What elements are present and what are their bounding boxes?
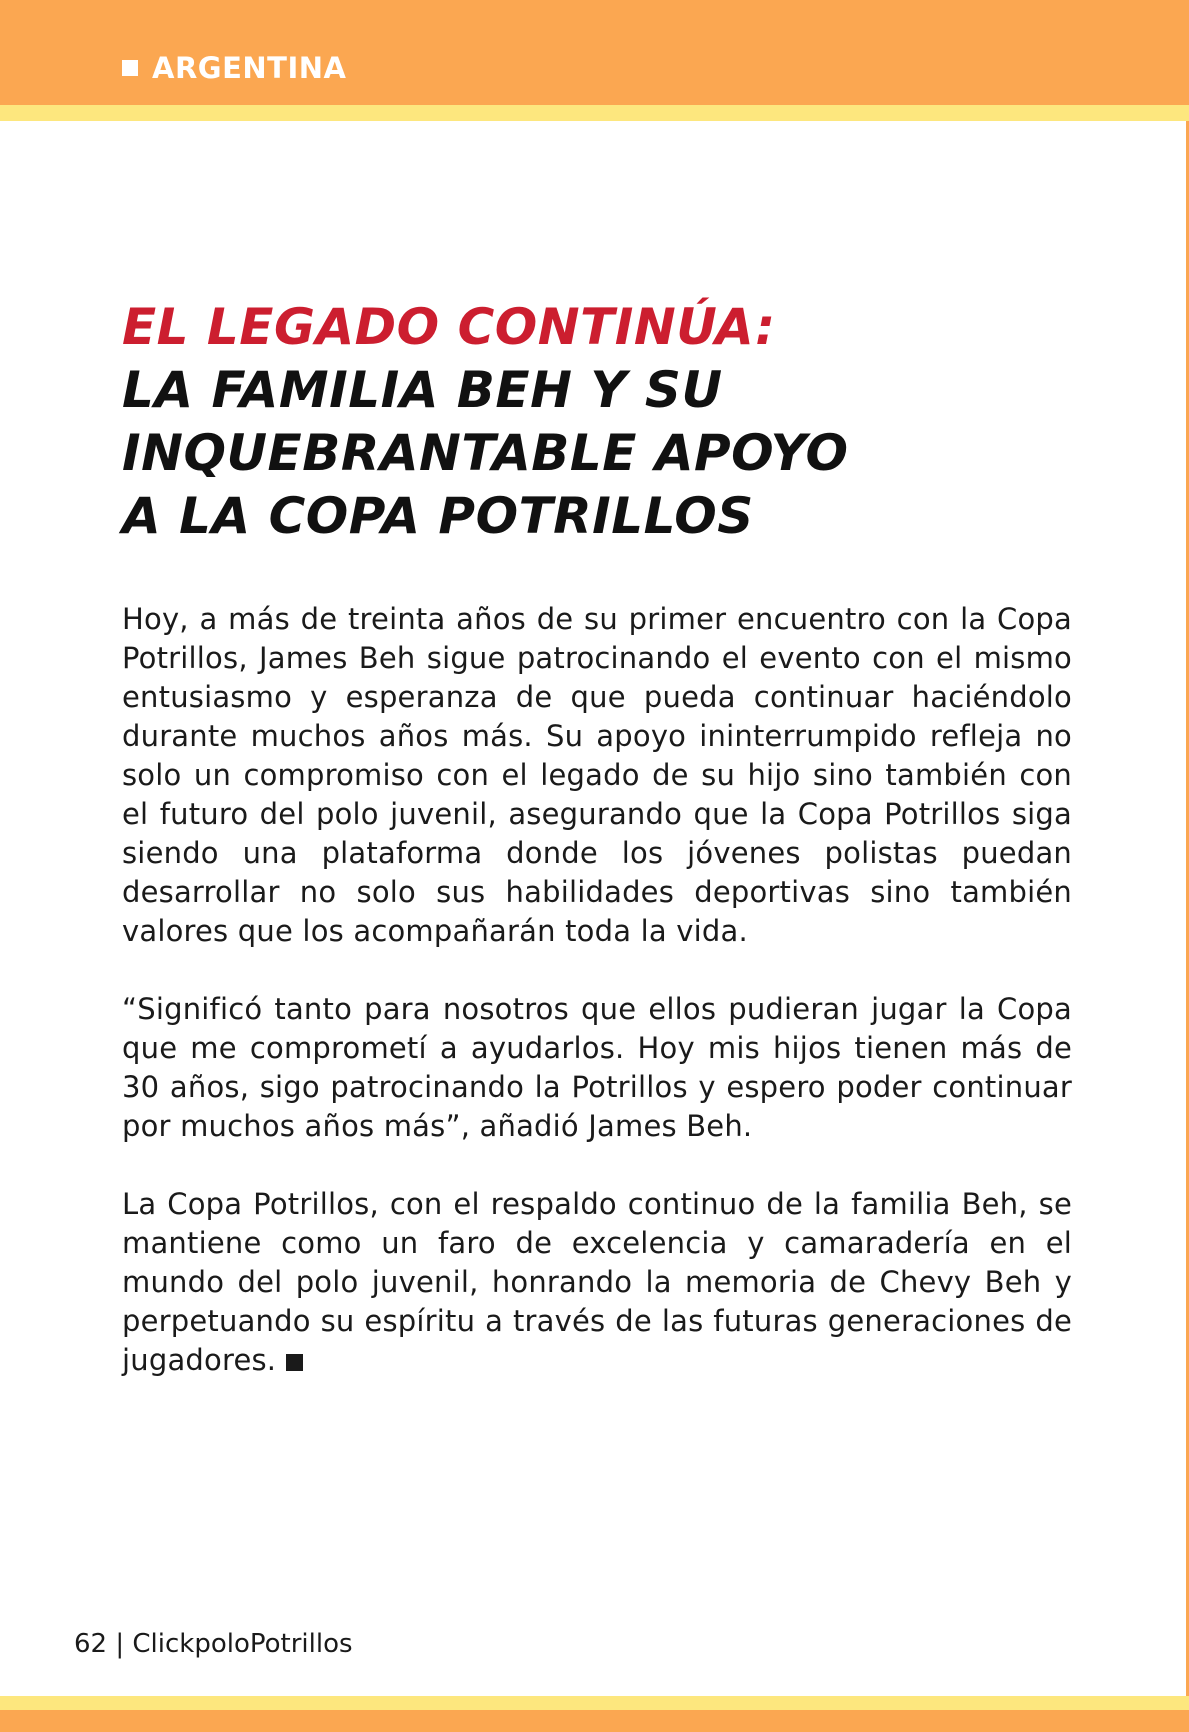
footer-stripe xyxy=(0,1696,1189,1710)
section-label xyxy=(122,50,346,86)
article-headline xyxy=(122,296,1082,548)
headline-line-4: A LA COPA POTRILLOS xyxy=(122,487,754,545)
square-bullet-icon xyxy=(122,60,138,76)
paragraph-1: Hoy, a más de treinta años de su primer encuentro con la Copa Potrillos, James Beh sigue patrocinando el evento con el mismo entusiasmo y esperanza de que pueda continuar haciéndolo durante muchos años más. Su apoyo ininterrumpido refleja no solo un compromiso con el legado de su hijo sino también con el futuro del polo juvenil, asegurando que la Copa Potrillos siga siendo una plataforma donde los jóvenes polistas puedan desarrollar no solo sus habilidades deportivas sino también valores que los acompañarán toda la vida. xyxy=(122,602,1072,948)
header-stripe xyxy=(0,105,1189,121)
footer-band xyxy=(0,1710,1189,1732)
end-square-icon xyxy=(286,1354,303,1371)
headline-line-1: EL LEGADO CONTINÚA: xyxy=(122,298,776,356)
headline-line-2: LA FAMILIA BEH Y SU xyxy=(122,361,723,419)
article-body xyxy=(122,600,1072,1419)
headline-line-3: INQUEBRANTABLE APOYO xyxy=(122,424,849,482)
paragraph-3-text: La Copa Potrillos, con el respaldo continuo de la familia Beh, se mantiene como un faro de excelencia y camaradería en el mundo del polo juvenil, honrando la memoria de Chevy Beh y perpetuando su espíritu a través de las futuras generaciones de jugadores. xyxy=(122,1187,1072,1377)
page-footer: 62 | ClickpoloPotrillos xyxy=(74,1629,353,1659)
section-label-text: ARGENTINA xyxy=(152,51,347,85)
paragraph-3 xyxy=(122,1185,1072,1380)
paragraph-2: “Significó tanto para nosotros que ellos pudieran jugar la Copa que me comprometí a ayudarlos. Hoy mis hijos tienen más de 30 años, sigo patrocinando la Potrillos y espero poder continuar por muchos años más”, añadió James Beh. xyxy=(122,992,1072,1143)
